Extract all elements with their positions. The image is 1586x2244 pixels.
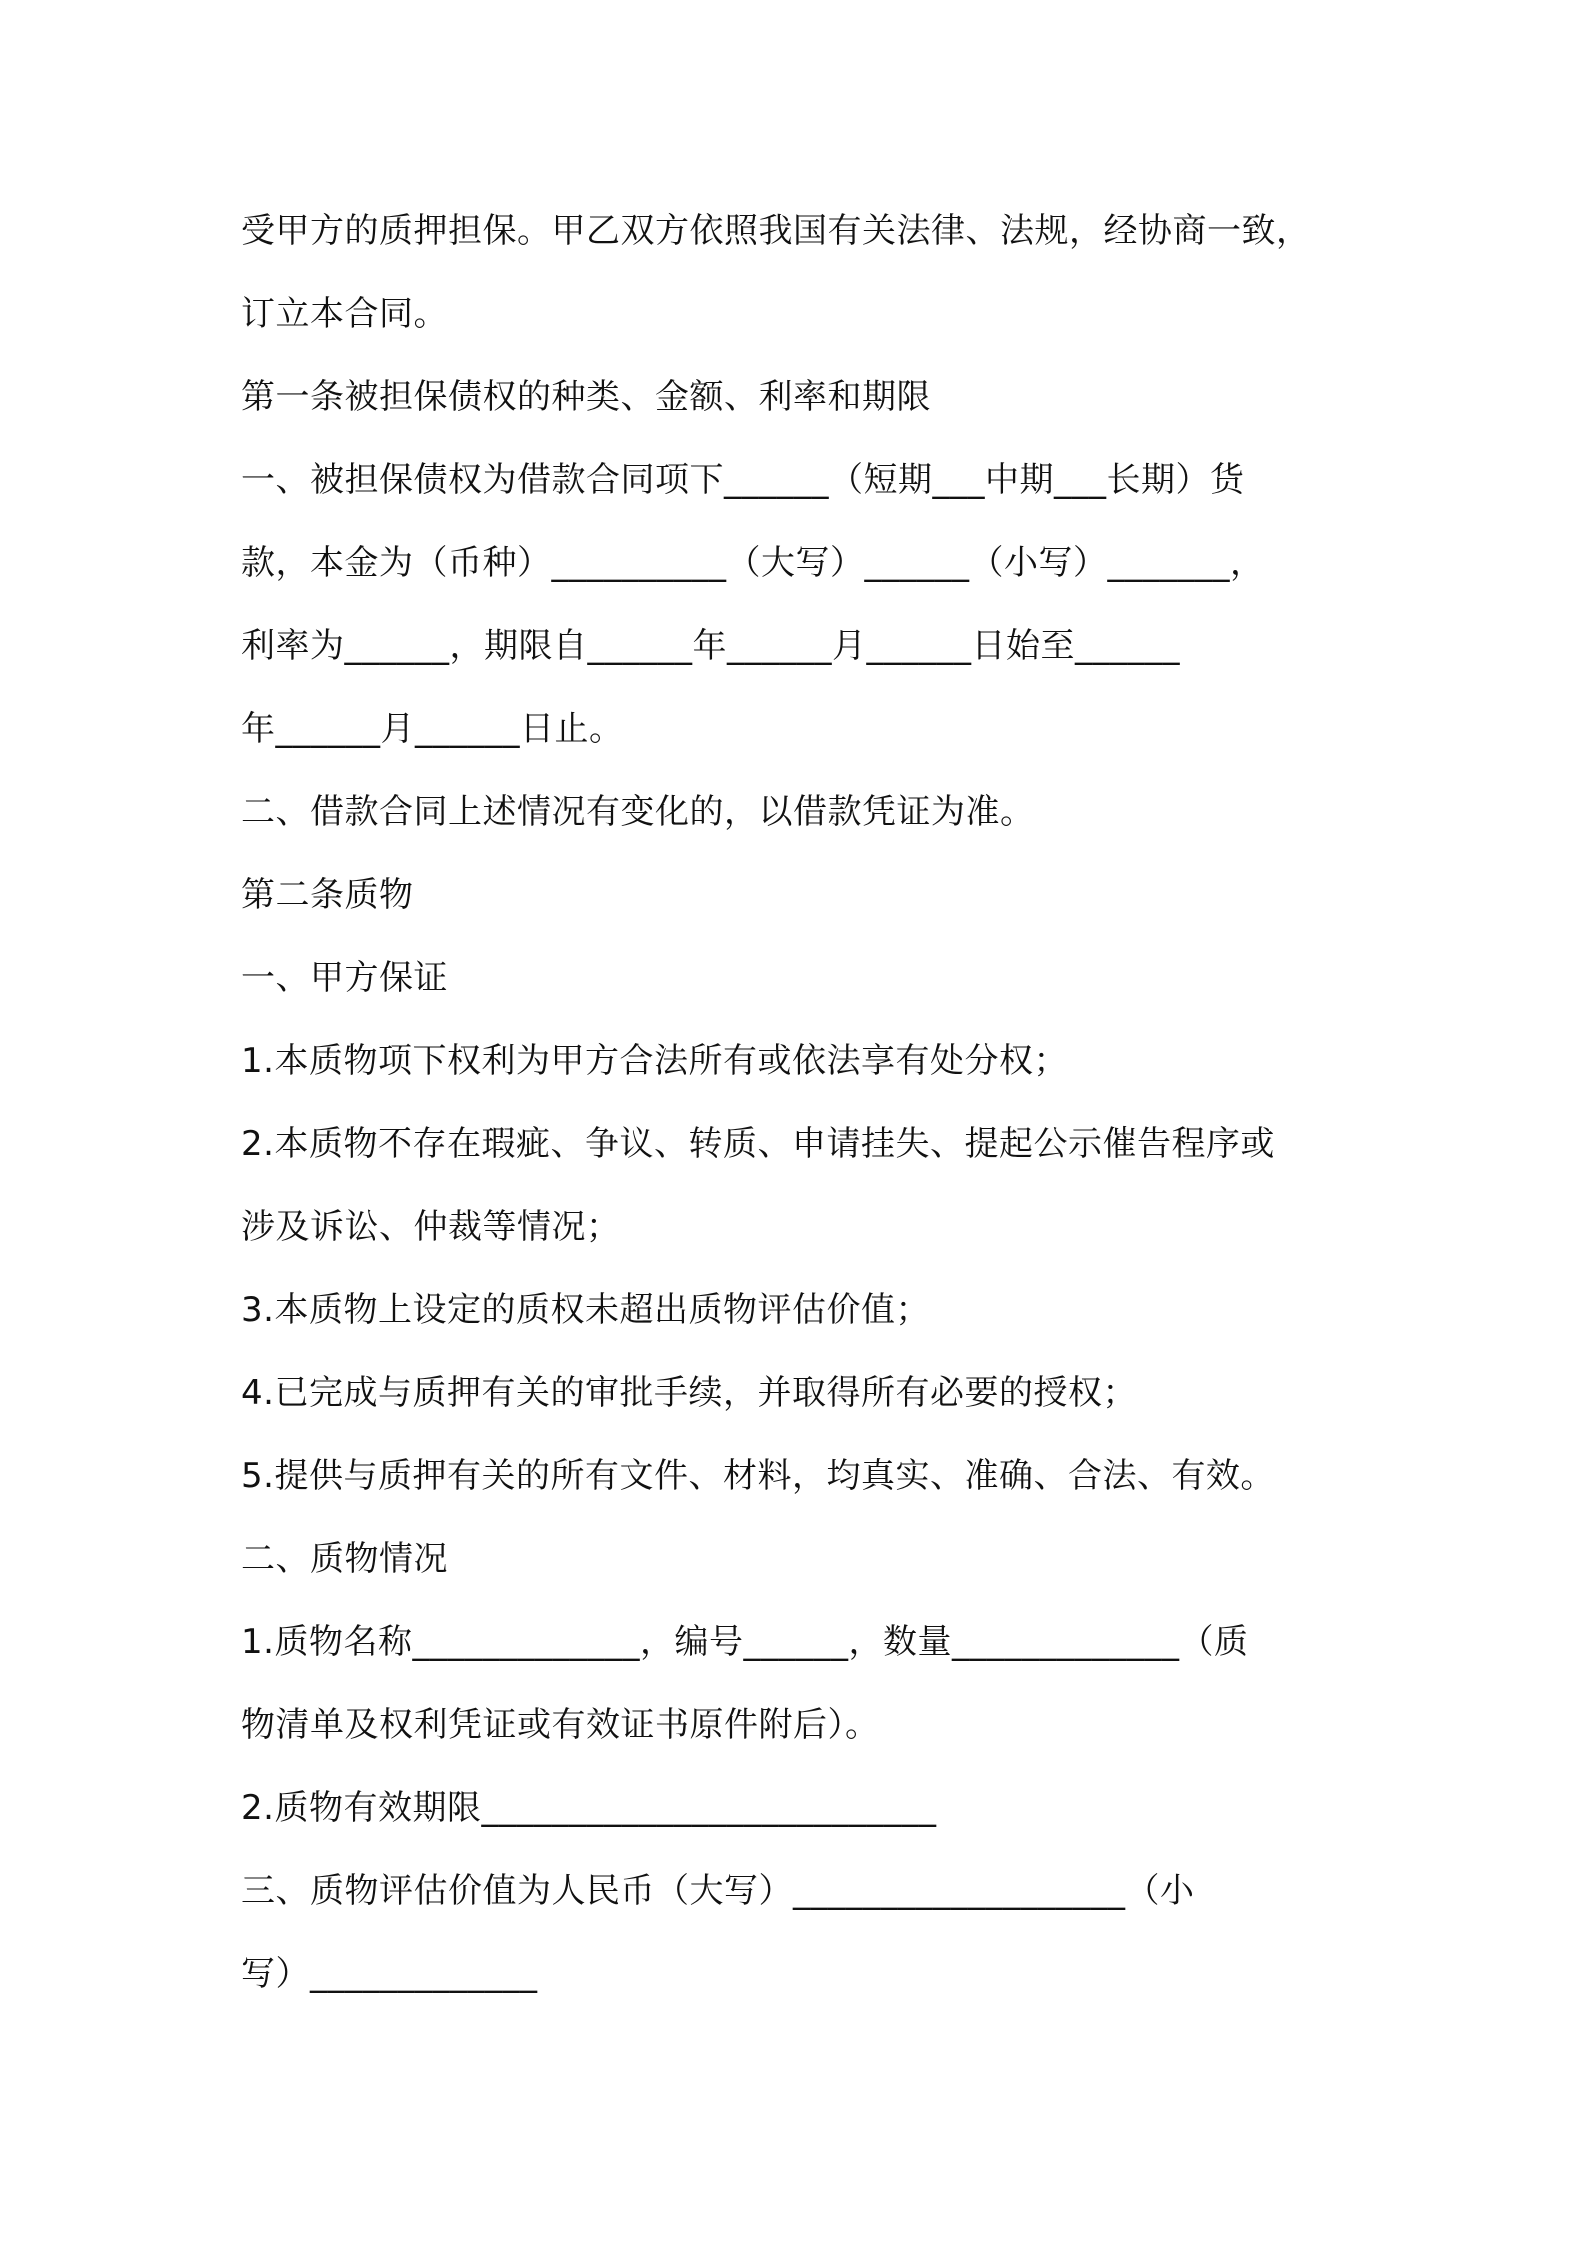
section-heading: 二、质物情况 bbox=[241, 1539, 448, 1579]
contract-text-line: 订立本合同。 bbox=[241, 294, 448, 334]
article-heading: 第二条质物 bbox=[241, 875, 414, 915]
contract-text-line: 年______月______日止。 bbox=[241, 709, 624, 749]
contract-text-line: 利率为______，期限自______年______月______日始至______ bbox=[241, 626, 1180, 666]
list-item-continuation: 物清单及权利凭证或有效证书原件附后）。 bbox=[241, 1705, 880, 1745]
list-item: 3.本质物上设定的质权未超出质物评估价值； bbox=[241, 1290, 930, 1330]
list-item: 4.已完成与质押有关的审批手续，并取得所有必要的授权； bbox=[241, 1373, 1137, 1413]
section-heading: 一、甲方保证 bbox=[241, 958, 448, 998]
list-item: 1.质物名称_____________，编号______，数量_____________（质 bbox=[241, 1622, 1249, 1662]
contract-text-line: 一、被担保债权为借款合同项下______（短期___中期___长期）货 bbox=[241, 460, 1245, 500]
list-item: 5.提供与质押有关的所有文件、材料，均真实、准确、合法、有效。 bbox=[241, 1456, 1275, 1496]
contract-text-line: 三、质物评估价值为人民币（大写）___________________（小 bbox=[241, 1871, 1195, 1911]
list-item: 2.质物有效期限__________________________ bbox=[241, 1788, 937, 1828]
contract-text-line: 二、借款合同上述情况有变化的，以借款凭证为准。 bbox=[241, 792, 1035, 832]
list-item: 2.本质物不存在瑕疵、争议、转质、申请挂失、提起公示催告程序或 bbox=[241, 1124, 1275, 1164]
article-heading: 第一条被担保债权的种类、金额、利率和期限 bbox=[241, 377, 931, 417]
contract-text-line: 款，本金为（币种）__________（大写）______（小写）_______， bbox=[241, 543, 1265, 583]
list-item-continuation: 涉及诉讼、仲裁等情况； bbox=[241, 1207, 621, 1247]
list-item: 1.本质物项下权利为甲方合法所有或依法享有处分权； bbox=[241, 1041, 1068, 1081]
contract-text-line: 受甲方的质押担保。甲乙双方依照我国有关法律、法规，经协商一致， bbox=[241, 211, 1311, 251]
contract-text-line: 写）_____________ bbox=[241, 1954, 538, 1994]
